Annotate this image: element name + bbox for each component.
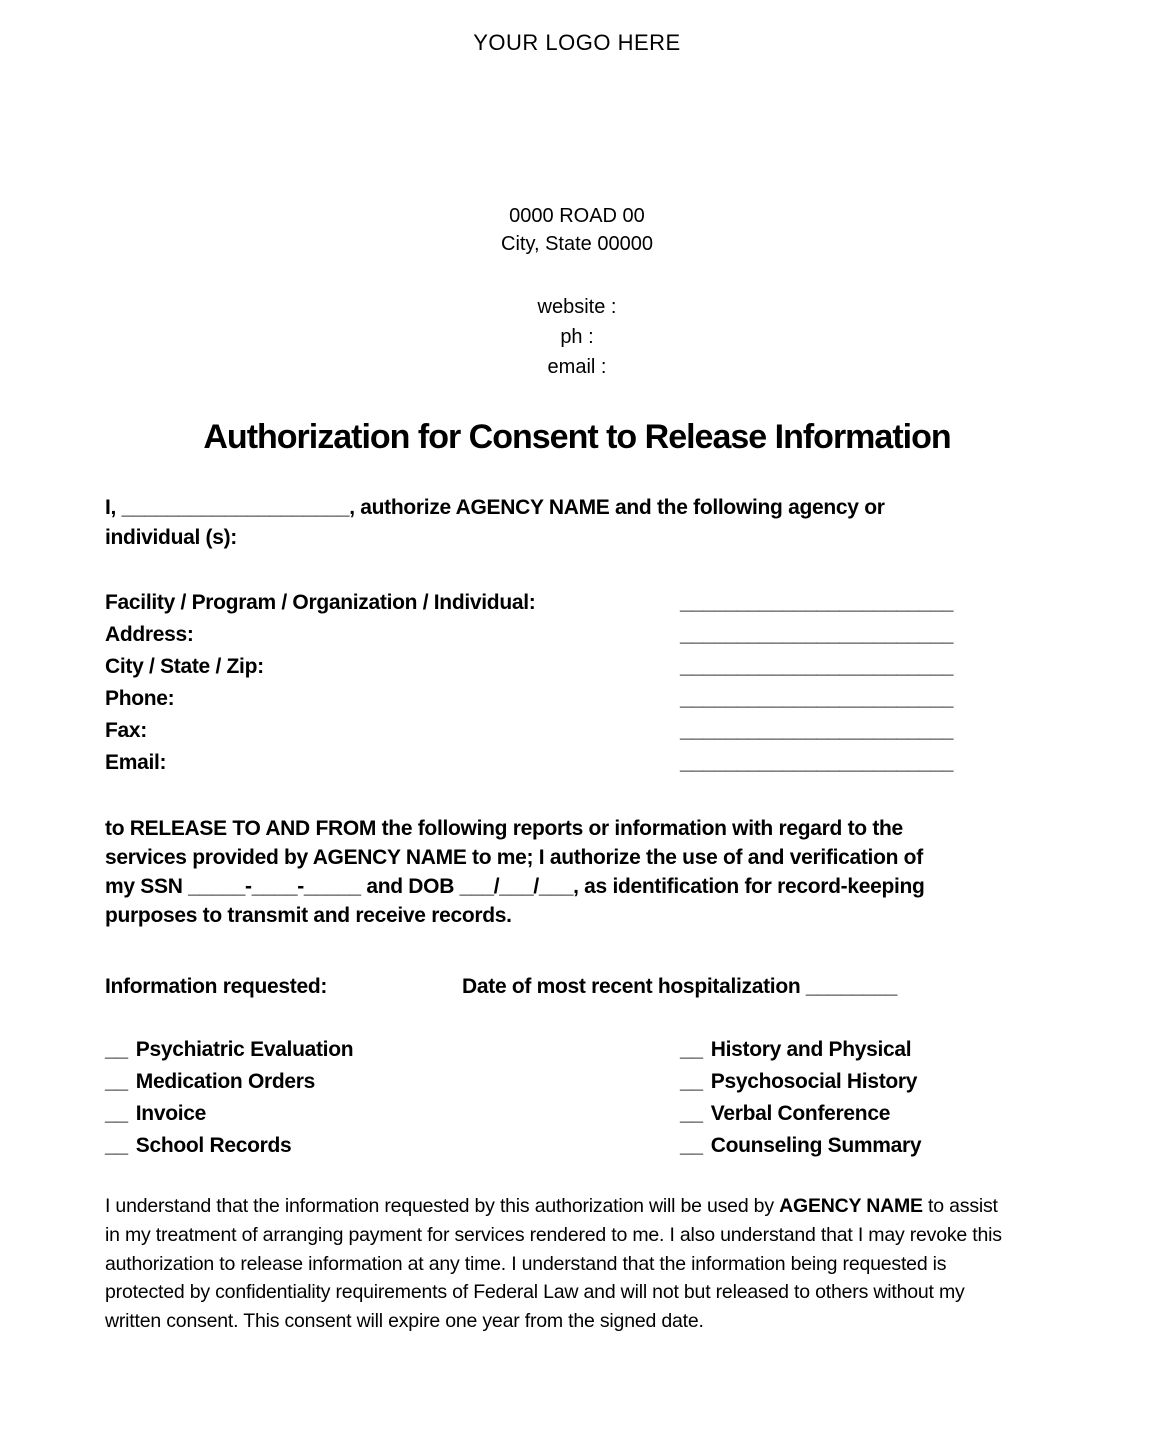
disclaimer-line-5: written consent. This consent will expire one year from the signed date. [105, 1310, 704, 1332]
intro-line-2: individual (s): [105, 526, 238, 549]
field-row-fax [105, 715, 1046, 747]
disclaimer-text: I understand that the information requested by this authorization will be used by [105, 1195, 780, 1217]
recipient-fields [105, 587, 1046, 779]
checkbox-blank: __ [105, 1102, 128, 1125]
checkbox-row [105, 1034, 1046, 1066]
field-label: Fax: [105, 719, 147, 742]
release-line-1: to RELEASE TO AND FROM the following reports or information with regard to the [105, 817, 903, 840]
checkbox-blank: __ [105, 1038, 128, 1061]
contact-block [0, 292, 1154, 382]
field-row-city-state-zip [105, 651, 1046, 683]
disclaimer-paragraph [105, 1192, 1046, 1336]
release-line-3-ssn-dob: my SSN _____-____-_____ and DOB ___/___/___, as identification for record-keeping [105, 875, 925, 898]
intro-paragraph [105, 493, 1046, 553]
address-block [0, 202, 1154, 258]
document-title: Authorization for Consent to Release Information [203, 418, 951, 456]
checkbox-item-psychiatric-evaluation [105, 1034, 680, 1066]
checkbox-item-verbal-conference [680, 1098, 890, 1130]
document-body [105, 493, 1046, 1336]
field-row-facility [105, 587, 1046, 619]
checkbox-item-label: Invoice [135, 1102, 207, 1125]
logo-placeholder-text: YOUR LOGO HERE [473, 30, 681, 55]
field-blank: ________________________ [680, 591, 954, 614]
information-requested-label: Information requested: [105, 975, 328, 998]
field-row-email [105, 747, 1046, 779]
disclaimer-line-4: protected by confidentiality requirements of Federal Law and will not but released to others without my [105, 1281, 965, 1304]
checkbox-item-invoice [105, 1098, 680, 1130]
checkbox-item-school-records [105, 1130, 680, 1162]
field-blank: ________________________ [680, 623, 954, 646]
checkbox-row [105, 1098, 1046, 1130]
information-requested-row [105, 972, 1046, 1002]
field-row-address [105, 619, 1046, 651]
checkbox-item-label: History and Physical [710, 1038, 912, 1061]
agency-name-bold: AGENCY NAME [779, 1195, 923, 1217]
checkbox-blank: __ [680, 1038, 703, 1061]
checkbox-item-label: Counseling Summary [710, 1134, 922, 1157]
field-blank: ________________________ [680, 719, 954, 742]
field-label: Facility / Program / Organization / Individual: [105, 591, 536, 614]
checkbox-blank: __ [680, 1070, 703, 1093]
disclaimer-text: to assist [922, 1195, 998, 1217]
release-line-2: services provided by AGENCY NAME to me; I authorize the use of and verification of [105, 846, 923, 869]
website-label: website : [537, 296, 617, 318]
release-line-4: purposes to transmit and receive records. [105, 904, 512, 927]
field-blank: ________________________ [680, 655, 954, 678]
disclaimer-line-3: authorization to release information at any time. I understand that the information being requested is [105, 1252, 947, 1275]
checkbox-item-history-and-physical [680, 1034, 911, 1066]
field-row-phone [105, 683, 1046, 715]
checkbox-item-psychosocial-history [680, 1066, 917, 1098]
checkbox-row [105, 1130, 1046, 1162]
email-label: email : [547, 356, 607, 378]
checkbox-row [105, 1066, 1046, 1098]
checkbox-item-label: Psychosocial History [710, 1070, 918, 1093]
checkbox-item-label: Medication Orders [135, 1070, 316, 1093]
field-blank: ________________________ [680, 751, 954, 774]
checkbox-blank: __ [105, 1070, 128, 1093]
hospitalization-date-label: Date of most recent hospitalization ________ [462, 975, 897, 998]
address-line-1: 0000 ROAD 00 [509, 205, 645, 227]
disclaimer-line-2: in my treatment of arranging payment for services rendered to me. I also understand that I may revoke this [105, 1223, 1002, 1246]
release-paragraph [105, 814, 1046, 930]
checkbox-blank: __ [680, 1134, 703, 1157]
field-label: City / State / Zip: [105, 655, 264, 678]
checkbox-item-medication-orders [105, 1066, 680, 1098]
checkbox-item-label: Verbal Conference [710, 1102, 891, 1125]
checkbox-item-counseling-summary [680, 1130, 921, 1162]
phone-label: ph : [560, 326, 594, 348]
checkbox-item-label: Psychiatric Evaluation [135, 1038, 354, 1061]
field-label: Address: [105, 623, 194, 646]
field-label: Email: [105, 751, 167, 774]
intro-line-1: I, ____________________, authorize AGENCY NAME and the following agency or [105, 496, 885, 519]
checkbox-blank: __ [105, 1134, 128, 1157]
field-label: Phone: [105, 687, 175, 710]
field-blank: ________________________ [680, 687, 954, 710]
disclaimer-line-1 [105, 1192, 1046, 1221]
address-line-2: City, State 00000 [501, 233, 653, 255]
checkbox-list [105, 1034, 1046, 1162]
checkbox-blank: __ [680, 1102, 703, 1125]
checkbox-item-label: School Records [135, 1134, 292, 1157]
